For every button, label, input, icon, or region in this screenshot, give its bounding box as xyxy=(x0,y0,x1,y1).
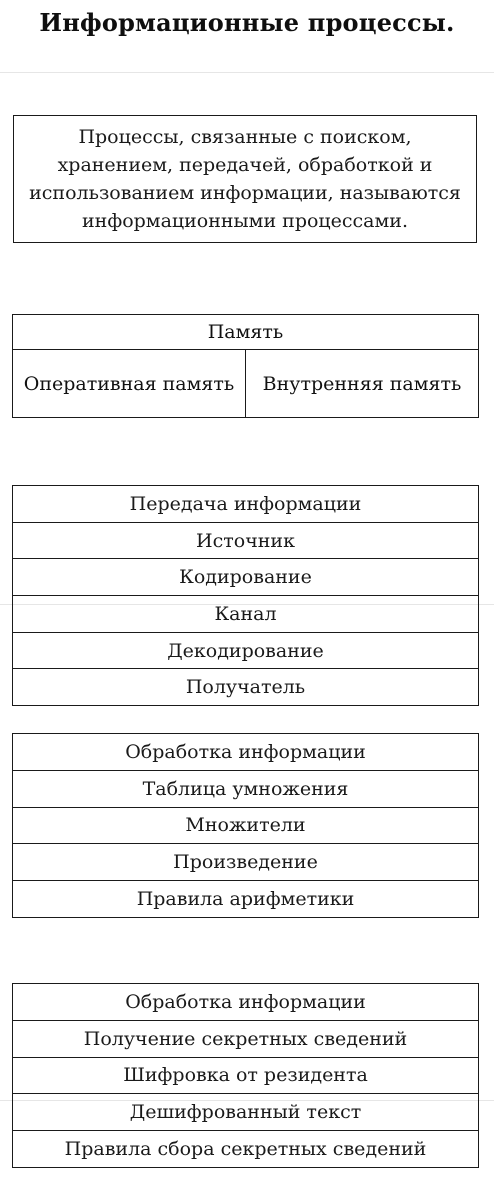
processing-table-row: Таблица умножения xyxy=(13,770,478,807)
transfer-table xyxy=(12,485,479,706)
memory-cell-internal: Внутренняя память xyxy=(245,350,478,417)
transfer-table-row: Источник xyxy=(13,522,478,559)
page-title: Информационные процессы. xyxy=(39,8,455,37)
memory-table xyxy=(12,314,479,418)
processing-table-arithmetic xyxy=(12,733,479,918)
transfer-table-row: Получатель xyxy=(13,668,478,705)
processing-table-row: Произведение xyxy=(13,843,478,880)
transfer-table-row: Канал xyxy=(13,595,478,632)
processing-table-row: Правила арифметики xyxy=(13,880,478,917)
processing-table-row: Шифровка от резидента xyxy=(13,1057,478,1094)
memory-cell-operative: Оперативная память xyxy=(23,372,235,395)
definition-text: Процессы, связанные с поиском, хранением, передачей, обработкой и использованием информации, называются информационными процессами. xyxy=(29,126,461,232)
transfer-table-row: Кодирование xyxy=(13,558,478,595)
processing-table-header: Обработка информации xyxy=(125,990,366,1013)
processing-table-row: Множители xyxy=(13,807,478,844)
definition-box xyxy=(13,115,477,243)
processing-table-row: Правила сбора секретных сведений xyxy=(13,1130,478,1167)
processing-table-row: Дешифрованный текст xyxy=(13,1093,478,1130)
processing-table-header: Обработка информации xyxy=(125,740,366,763)
processing-table-row: Получение секретных сведений xyxy=(13,1020,478,1057)
processing-table-secret xyxy=(12,983,479,1168)
transfer-table-header: Передача информации xyxy=(129,492,362,515)
transfer-table-row: Декодирование xyxy=(13,632,478,669)
memory-table-row xyxy=(13,350,478,417)
scan-artifact-line xyxy=(0,72,494,73)
memory-table-header: Память xyxy=(13,315,478,350)
